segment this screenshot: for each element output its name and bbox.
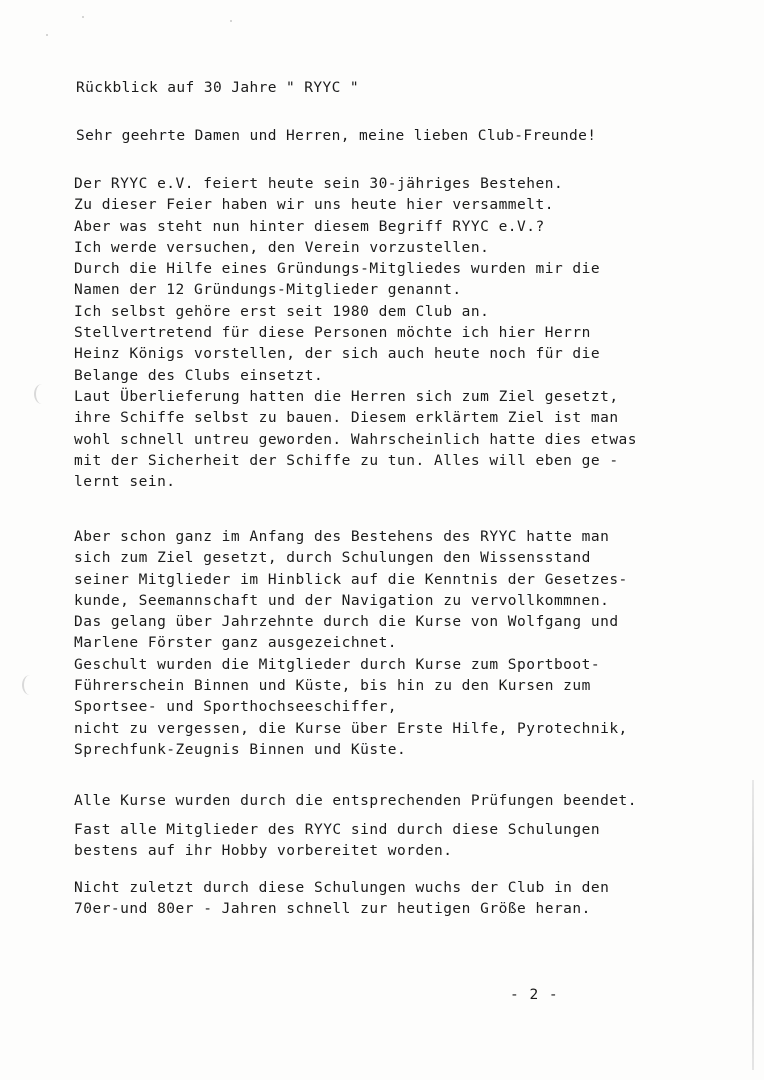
- text-line: lernt sein.: [74, 474, 176, 491]
- salutation: Sehr geehrte Damen und Herren, meine lieben Club-Freunde!: [76, 128, 597, 144]
- scan-edge-line: [752, 780, 754, 1070]
- text-line: Laut Überlieferung hatten die Herren sich zum Ziel gesetzt,: [74, 388, 619, 405]
- paragraph-1: [74, 174, 694, 493]
- paragraph-2: [74, 527, 694, 761]
- text-line: Aber schon ganz im Anfang des Bestehens des RYYC hatte man: [74, 529, 610, 545]
- text-line: Das gelang über Jahrzehnte durch die Kurse von Wolfgang und: [74, 614, 619, 631]
- text-line: Nicht zuletzt durch diese Schulungen wuchs der Club in den: [74, 880, 610, 896]
- text-line: nicht zu vergessen, die Kurse über Erste Hilfe, Pyrotechnik,: [74, 720, 628, 737]
- text-line: sich zum Ziel gesetzt, durch Schulungen den Wissensstand: [74, 550, 591, 567]
- text-line: seiner Mitglieder im Hinblick auf die Kenntnis der Gesetzes-: [74, 571, 628, 588]
- text-line: bestens auf ihr Hobby vorbereitet worden.: [74, 843, 453, 860]
- text-line: Geschult wurden die Mitglieder durch Kurse zum Sportboot-: [74, 656, 601, 673]
- text-line: Führerschein Binnen und Küste, bis hin zu den Kursen zum: [74, 678, 591, 695]
- text-line: Belange des Clubs einsetzt.: [74, 367, 324, 384]
- punch-hole-mark: [22, 675, 38, 695]
- text-line: Zu dieser Feier haben wir uns heute hier versammelt.: [74, 197, 554, 214]
- punch-hole-mark: [34, 384, 50, 404]
- text-line: Heinz Königs vorstellen, der sich auch heute noch für die: [74, 346, 601, 363]
- text-line: Fast alle Mitglieder des RYYC sind durch diese Schulungen: [74, 822, 601, 838]
- scan-speck: [82, 16, 84, 18]
- page-number: - 2 -: [510, 987, 559, 1003]
- text-line: Alle Kurse wurden durch die entsprechenden Prüfungen beendet.: [74, 793, 638, 809]
- scan-speck: [46, 34, 48, 36]
- paragraph-3: [74, 791, 694, 812]
- text-line: Stellvertretend für diese Personen möchte ich hier Herrn: [74, 325, 591, 342]
- text-line: Namen der 12 Gründungs-Mitglieder genannt.: [74, 282, 462, 299]
- text-line: Marlene Förster ganz ausgezeichnet.: [74, 635, 398, 652]
- text-line: ihre Schiffe selbst zu bauen. Diesem erklärtem Ziel ist man: [74, 410, 619, 427]
- text-line: mit der Sicherheit der Schiffe zu tun. Alles will eben ge -: [74, 452, 619, 469]
- text-line: Der RYYC e.V. feiert heute sein 30-jähriges Bestehen.: [74, 176, 564, 192]
- text-line: Ich werde versuchen, den Verein vorzustellen.: [74, 239, 490, 256]
- document-title: Rückblick auf 30 Jahre " RYYC ": [76, 80, 360, 96]
- text-line: Sprechfunk-Zeugnis Binnen und Küste.: [74, 741, 407, 758]
- paragraph-5: [74, 878, 694, 921]
- scan-speck: [230, 20, 232, 22]
- text-line: Aber was steht nun hinter diesem Begriff RYYC e.V.?: [74, 218, 545, 235]
- text-line: Durch die Hilfe eines Gründungs-Mitgliedes wurden mir die: [74, 261, 601, 278]
- text-line: Ich selbst gehöre erst seit 1980 dem Club an.: [74, 303, 490, 320]
- text-line: Sportsee- und Sporthochseeschiffer,: [74, 699, 398, 716]
- text-line: kunde, Seemannschaft und der Navigation zu vervollkommnen.: [74, 592, 610, 609]
- text-line: wohl schnell untreu geworden. Wahrscheinlich hatte dies etwas: [74, 431, 638, 448]
- text-line: 70er-und 80er - Jahren schnell zur heutigen Größe heran.: [74, 901, 591, 918]
- paragraph-4: [74, 820, 694, 863]
